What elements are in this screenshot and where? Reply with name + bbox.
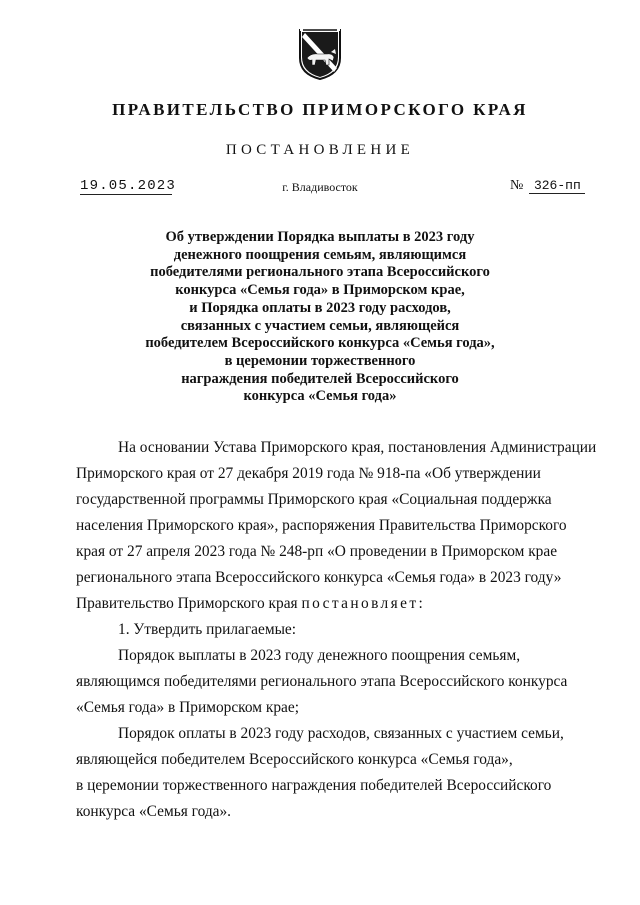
body-line: На основании Устава Приморского края, постановления Администрации [118,439,597,456]
document-body [76,435,598,825]
document-type: ПОСТАНОВЛЕНИЕ [225,142,415,158]
body-line: конкурса «Семья года». [76,803,232,820]
heading-line: победителем Всероссийского конкурса «Семья года», [145,335,495,352]
body-line: края от 27 апреля 2023 года № 248-рп «О проведении в Приморском крае [76,543,558,560]
body-line: являющимся победителями регионального этапа Всероссийского конкурса [76,673,568,690]
heading-line: конкурса «Семья года» в Приморском крае, [175,282,465,299]
resolution-verb: постановляет [301,595,419,612]
heading-line: награждения победителей Всероссийского [181,370,459,387]
document-number-block [510,178,585,194]
body-line: в церемонии торжественного награждения победителей Всероссийского [76,777,552,794]
government-title: ПРАВИТЕЛЬСТВО ПРИМОРСКОГО КРАЯ [112,100,528,119]
document-meta-row [0,178,640,200]
document-date: 19.05.2023 [80,178,177,194]
heading-line: связанных с участием семьи, являющейся [180,317,460,334]
heading-line: денежного поощрения семьям, являющимся [173,246,467,263]
heading-line: в церемонии торжественного [224,352,416,369]
heading-line: и Порядка оплаты в 2023 году расходов, [189,299,451,316]
body-line: Приморского края от 27 декабря 2019 года № 918-па «Об утверждении [76,465,541,482]
coat-of-arms-icon [297,28,343,80]
document-city: г. Владивосток [282,180,358,194]
body-line: «Семья года» в Приморском крае; [76,699,299,716]
number-sign: № [510,178,524,193]
body-line: регионального этапа Всероссийского конкурса «Семья года» в 2023 году» [76,569,562,586]
heading-line: Об утверждении Порядка выплаты в 2023 году [165,229,475,245]
document-heading [110,229,530,406]
resolution-line [76,591,598,617]
heading-line: победителями регионального этапа Всероссийского [150,264,490,281]
body-line: являющейся победителем Всероссийского конкурса «Семья года», [76,751,513,768]
body-line: Порядок оплаты в 2023 году расходов, связанных с участием семьи, [118,725,564,742]
body-line: государственной программы Приморского края «Социальная поддержка [76,491,552,508]
resolution-prefix: Правительство Приморского края [76,595,302,612]
body-line: населения Приморского края», распоряжения Правительства Приморского [76,517,567,534]
body-line: Порядок выплаты в 2023 году денежного поощрения семьям, [118,647,521,664]
heading-line: конкурса «Семья года» [243,388,397,405]
resolution-colon: : [418,595,423,612]
document-number: 326-пп [529,178,585,194]
item-1: 1. Утвердить прилагаемые: [118,621,297,638]
